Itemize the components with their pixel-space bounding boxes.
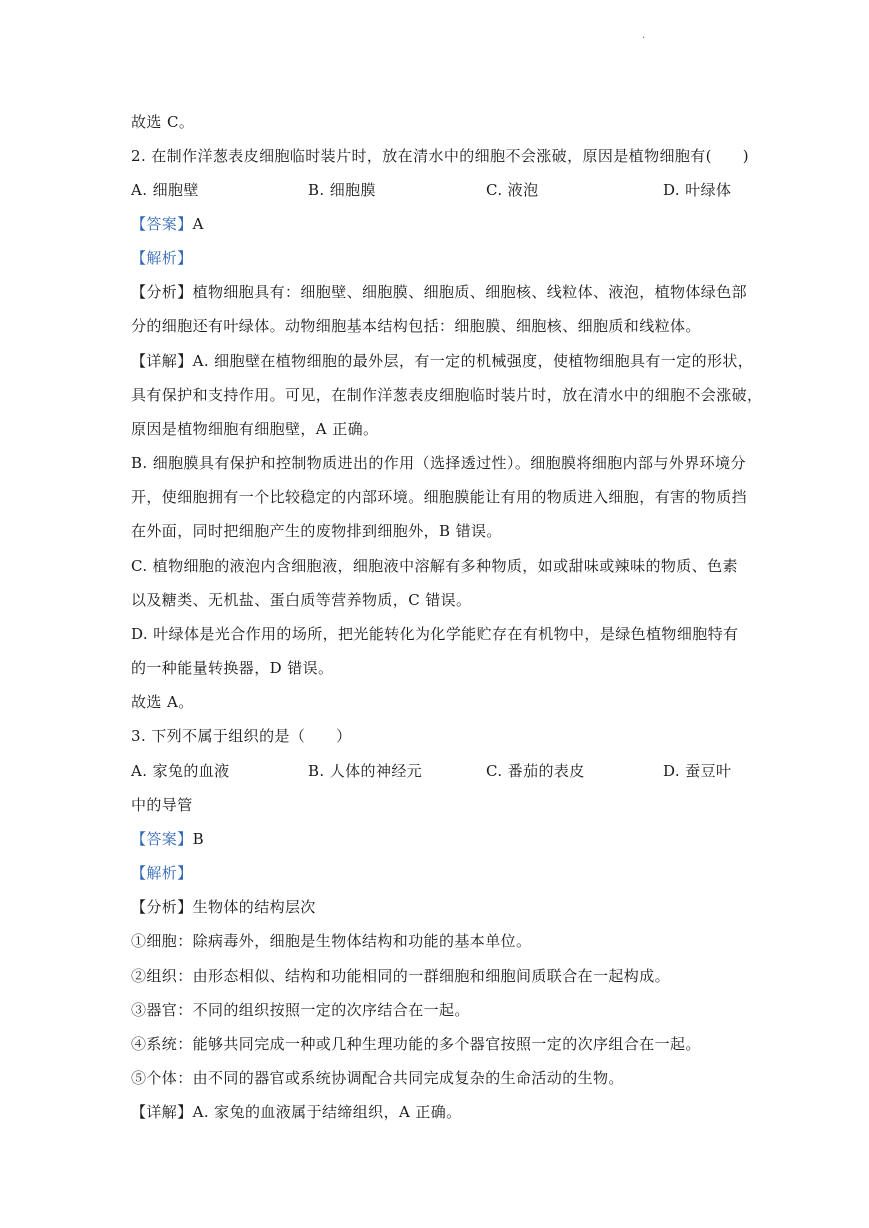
q3-option-wrap: 中的导管	[131, 796, 193, 814]
q2-text-line: 在外面，同时把细胞产生的废物排到细胞外，B 错误。	[131, 522, 502, 540]
q3-text-line: ②组织：由形态相似、结构和功能相同的一群细胞和细胞间质联合在一起构成。	[131, 967, 671, 985]
q2-text-line: 的一种能量转换器，D 错误。	[131, 659, 334, 677]
q3-option-a: A. 家兔的血液	[131, 762, 230, 780]
answer-tag: 【答案】	[131, 830, 193, 848]
q2-option-d: D. 叶绿体	[663, 181, 732, 199]
q2-text-line: 分的细胞还有叶绿体。动物细胞基本结构包括：细胞膜、细胞核、细胞质和线粒体。	[131, 317, 701, 335]
q2-text-line: 【分析】植物细胞具有：细胞壁、细胞膜、细胞质、细胞核、线粒体、液泡，植物体绿色部	[131, 283, 748, 301]
q3-option-d: D. 蚕豆叶	[663, 762, 732, 780]
q2-answer	[131, 214, 741, 234]
q3-answer-value: B	[192, 830, 205, 848]
q3-text-line: ③器官：不同的组织按照一定的次序结合在一起。	[131, 1001, 470, 1019]
q3-analysis-tag: 【解析】	[131, 864, 193, 882]
q2-text-line: B. 细胞膜具有保护和控制物质进出的作用（选择透过性）。细胞膜将细胞内部与外界环境分	[131, 454, 746, 472]
q3-text-line: 【分析】生物体的结构层次	[131, 898, 316, 916]
q3-answer	[131, 829, 741, 849]
q3-option-c: C. 番茄的表皮	[486, 762, 585, 780]
q2-text-line: 【详解】A. 细胞壁在植物细胞的最外层，有一定的机械强度，使植物细胞具有一定的形状，	[131, 352, 754, 370]
q1-conclusion: 故选 C。	[131, 113, 195, 131]
q3-stem: 3. 下列不属于组织的是（ ）	[131, 727, 352, 745]
q3-text-line: ⑤个体：由不同的器官或系统协调配合共同完成复杂的生命活动的生物。	[131, 1069, 624, 1087]
q3-text-line: ④系统：能够共同完成一种或几种生理功能的多个器官按照一定的次序组合在一起。	[131, 1035, 701, 1053]
q2-option-b: B. 细胞膜	[308, 181, 376, 199]
q2-stem: 2. 在制作洋葱表皮细胞临时装片时，放在清水中的细胞不会涨破，原因是植物细胞有( )	[131, 147, 749, 165]
q2-text-line: 开，使细胞拥有一个比较稳定的内部环境。细胞膜能让有用的物质进入细胞，有害的物质挡	[131, 488, 748, 506]
q2-text-line: 以及糖类、无机盐、蛋白质等营养物质，C 错误。	[131, 591, 472, 609]
q3-options	[131, 761, 741, 781]
q2-options	[131, 180, 741, 200]
q3-option-b: B. 人体的神经元	[308, 762, 423, 780]
q2-option-a: A. 细胞壁	[131, 181, 199, 199]
q3-text-line: 【详解】A. 家兔的血液属于结缔组织，A 正确。	[131, 1103, 462, 1121]
q2-text-line: 具有保护和支持作用。可见，在制作洋葱表皮细胞临时装片时，放在清水中的细胞不会涨破，	[131, 386, 763, 404]
q2-text-line: D. 叶绿体是光合作用的场所，把光能转化为化学能贮存在有机物中，是绿色植物细胞特有	[131, 625, 739, 643]
page-mark: .	[642, 30, 646, 41]
q2-text-line: 原因是植物细胞有细胞壁，A 正确。	[131, 420, 379, 438]
q2-text-line: C. 植物细胞的液泡内含细胞液，细胞液中溶解有多种物质，如或甜味或辣味的物质、色素	[131, 557, 738, 575]
q2-answer-value: A	[192, 215, 204, 233]
q2-option-c: C. 液泡	[486, 181, 539, 199]
q3-text-line: ①细胞：除病毒外，细胞是生物体结构和功能的基本单位。	[131, 932, 532, 950]
q2-analysis-tag: 【解析】	[131, 249, 193, 267]
answer-tag: 【答案】	[131, 215, 193, 233]
q2-conclusion: 故选 A。	[131, 693, 194, 711]
